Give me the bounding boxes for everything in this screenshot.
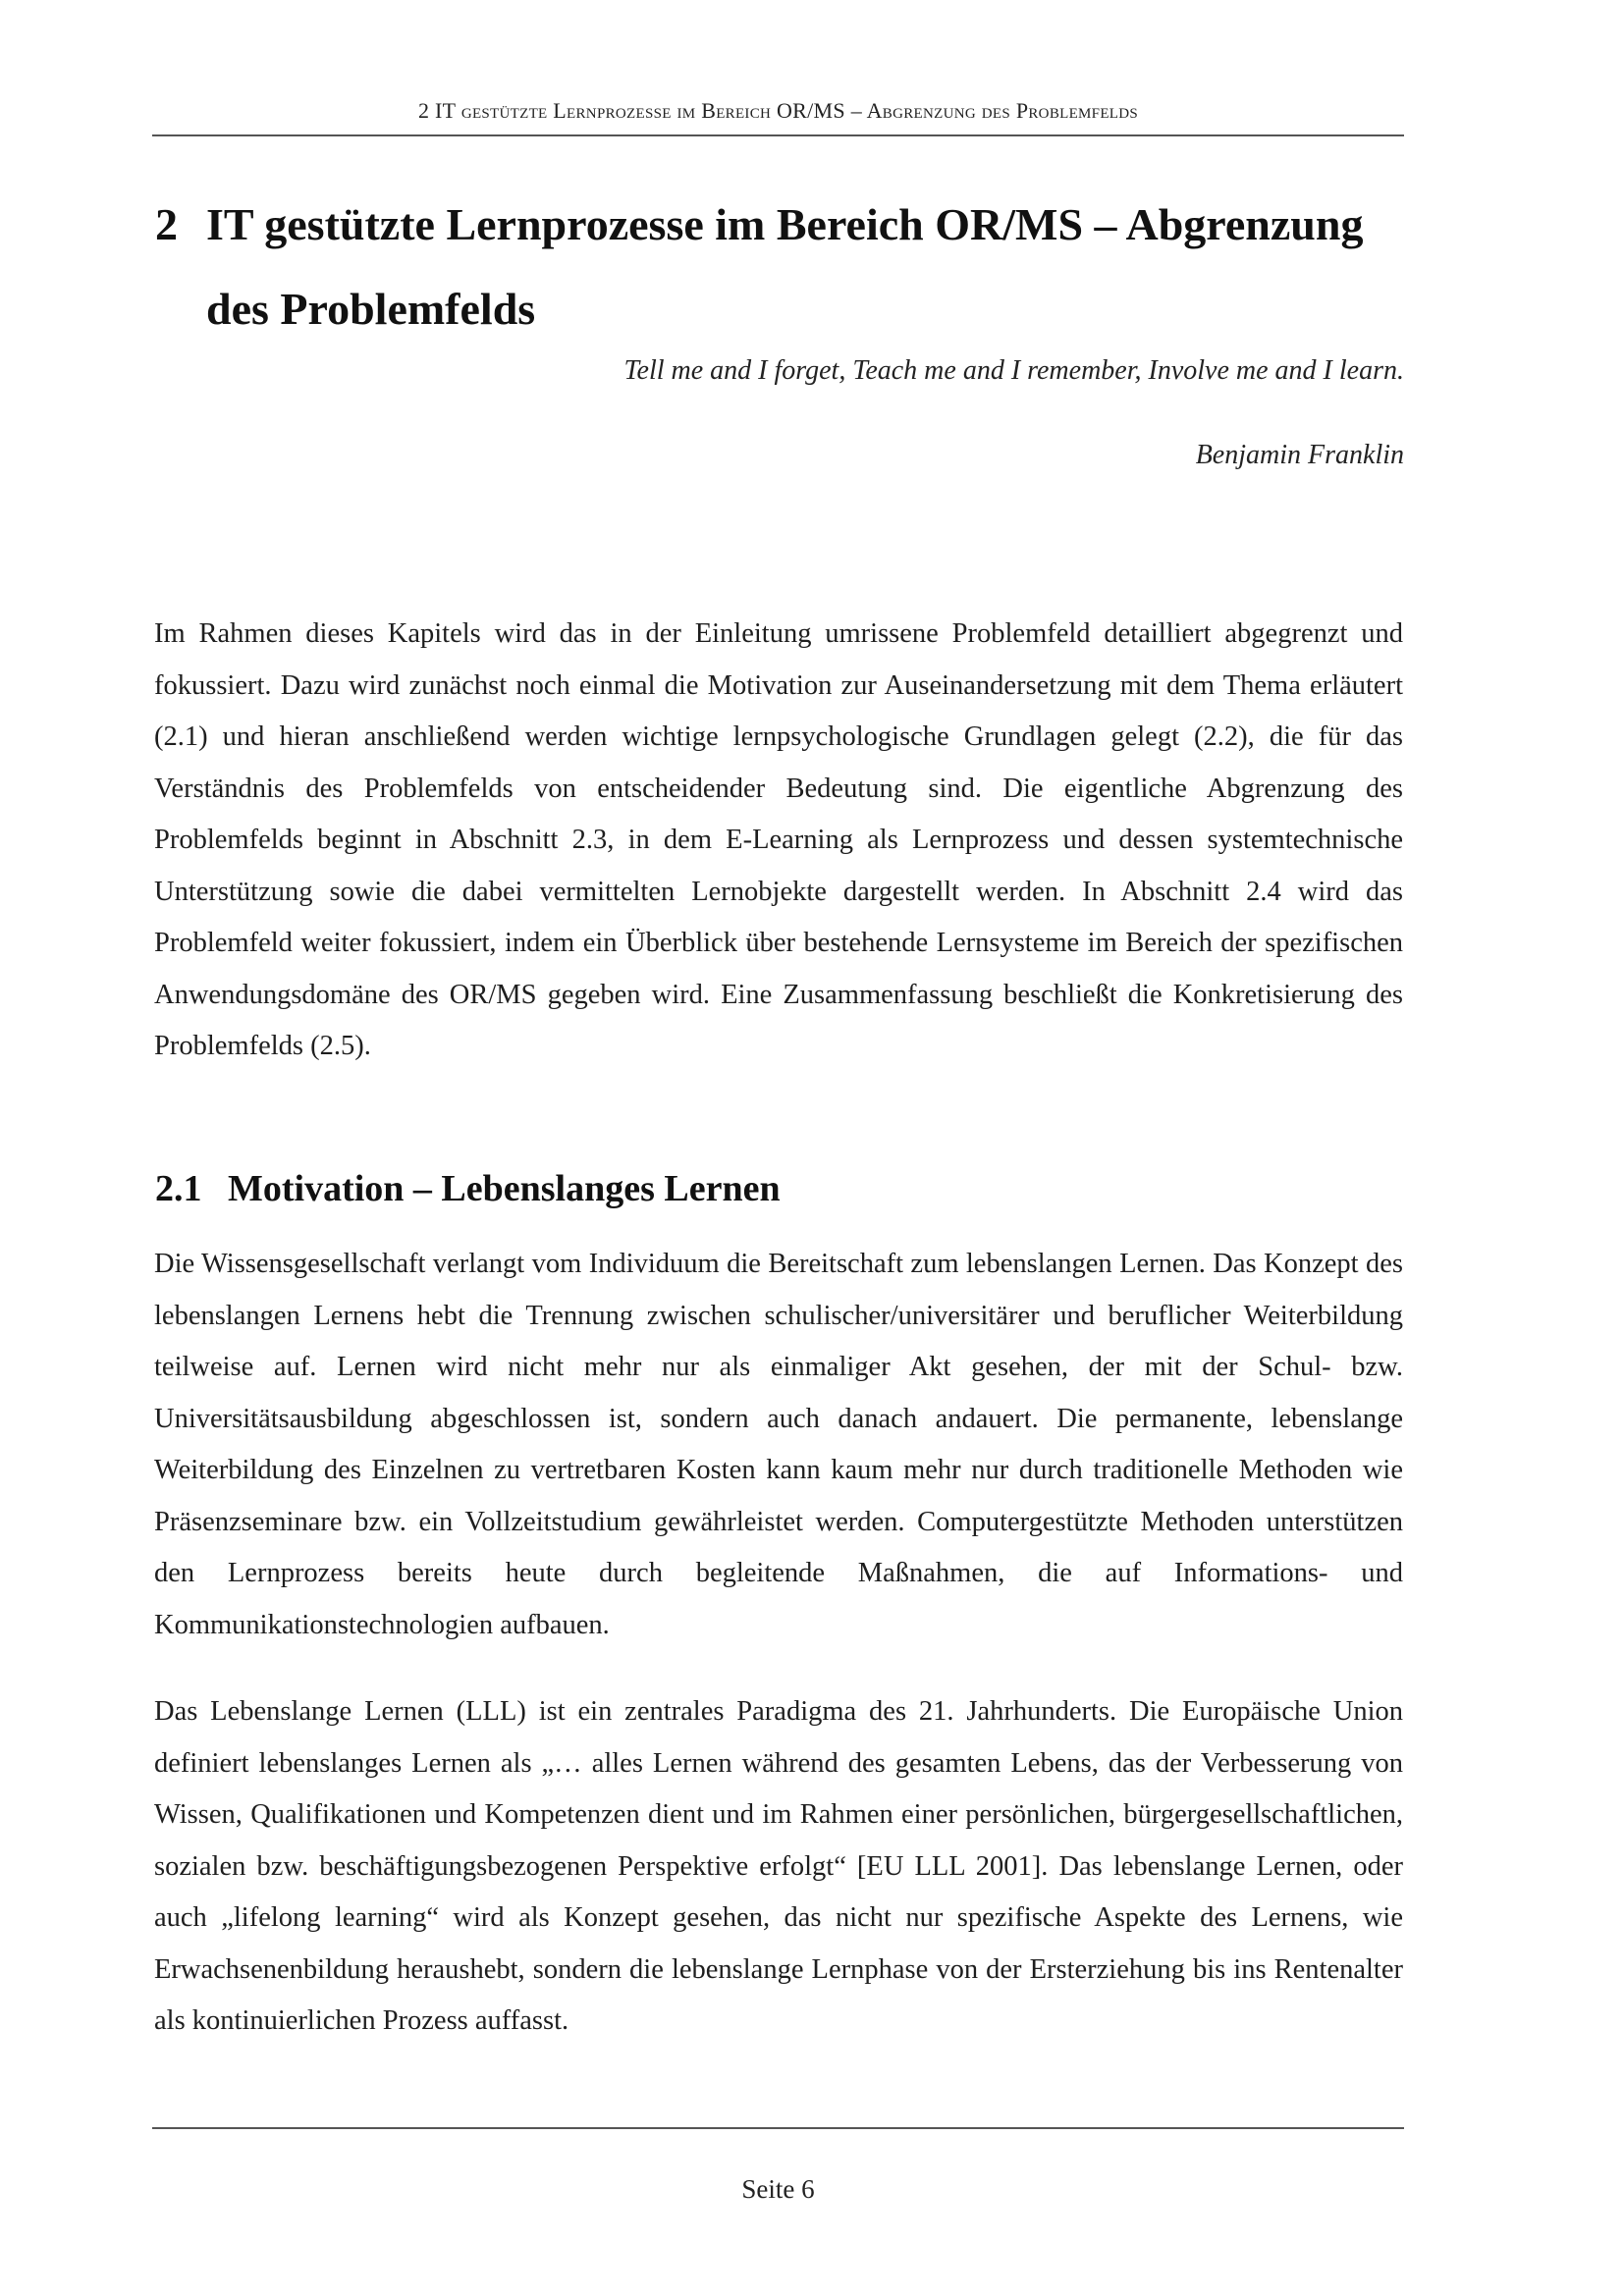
intro-paragraph: Im Rahmen dieses Kapitels wird das in der Einleitung umrissene Problemfeld detailliert abgegrenzt und fokussiert. Dazu wird zunächst noch einmal die Motivation zur Auseinandersetzung mit dem Thema erläutert (2.1) und hieran anschließend werden wichtige lernpsychologische Grundlagen gelegt (2.2), die für das Verständnis des Problemfelds von entscheidender Bedeutung sind. Die eigentliche Abgrenzung des Problemfelds beginnt in Abschnitt 2.3, in dem E-Learning als Lernprozess und dessen systemtechnische Unterstützung sowie die dabei vermittelten Lernobjekte dargestellt werden. In Abschnitt 2.4 wird das Problemfeld weiter fokussiert, indem ein Überblick über bestehende Lernsysteme im Bereich der spezifischen Anwendungsdomäne des OR/MS gegeben wird. Eine Zusammenfassung beschließt die Konkretisierung des Problemfelds (2.5). [154,618,1403,1061]
footer-divider [152,2127,1404,2129]
chapter-number: 2 [155,199,178,249]
section-paragraph: Das Lebenslange Lernen (LLL) ist ein zentrales Paradigma des 21. Jahrhunderts. Die Europäische Union definiert lebenslanges Lernen als „… alles Lernen während des gesamten Lebens, das der Verbesserung von Wissen, Qualifikationen und Kompetenzen dient und im Rahmen einer persönlichen, bürgergesellschaftlichen, sozialen bzw. beschäftigungsbezogenen Perspektive erfolgt“ [EU LLL 2001]. Das lebenslange Lernen, oder auch „lifelong learning“ wird als Konzept gesehen, das nicht nur spezifische Aspekte des Lernens, wie Erwachsenenbildung heraushebt, sondern die lebenslange Lernphase von der Ersterziehung bis ins Rentenalter als kontinuierlichen Prozess auffasst. [154,1696,1403,2036]
section-title: Motivation – Lebenslanges Lernen [228,1168,781,1209]
chapter-title [155,183,1402,351]
section-number: 2.1 [155,1168,202,1209]
chapter-title-line2: des Problemfelds [206,284,536,334]
epigraph-quote: Tell me and I forget, Teach me and I remember, Involve me and I learn. [623,355,1404,386]
section-paragraph: Die Wissensgesellschaft verlangt vom Individuum die Bereitschaft zum lebenslangen Lernen. Das Konzept des lebenslangen Lernens hebt die Trennung zwischen schulischer/universitärer und beruflicher Weiterbildung teilweise auf. Lernen wird nicht mehr nur als einmaliger Akt gesehen, der mit der Schul- bzw. Universitätsausbildung abgeschlossen ist, sondern auch danach andauert. Die permanente, lebenslange Weiterbildung des Einzelnen zu vertretbaren Kosten kann kaum mehr nur durch traditionelle Methoden wie Präsenzseminare bzw. ein Vollzeitstudium gewährleistet werden. Computergestützte Methoden unterstützen den Lernprozess bereits heute durch begleitende Maßnahmen, die auf Informations- und Kommunikationstechnologien aufbauen. [154,1249,1403,1640]
epigraph-author: Benjamin Franklin [1195,440,1404,470]
page-number: Seite 6 [741,2174,815,2204]
chapter-title-line1: IT gestützte Lernprozesse im Bereich OR/MS – Abgrenzung [206,199,1364,249]
header-divider [152,134,1404,136]
running-header: 2 IT gestützte Lernprozesse im Bereich OR/MS – Abgrenzung des Problemfelds [417,98,1139,123]
section-heading [155,1167,1402,1210]
